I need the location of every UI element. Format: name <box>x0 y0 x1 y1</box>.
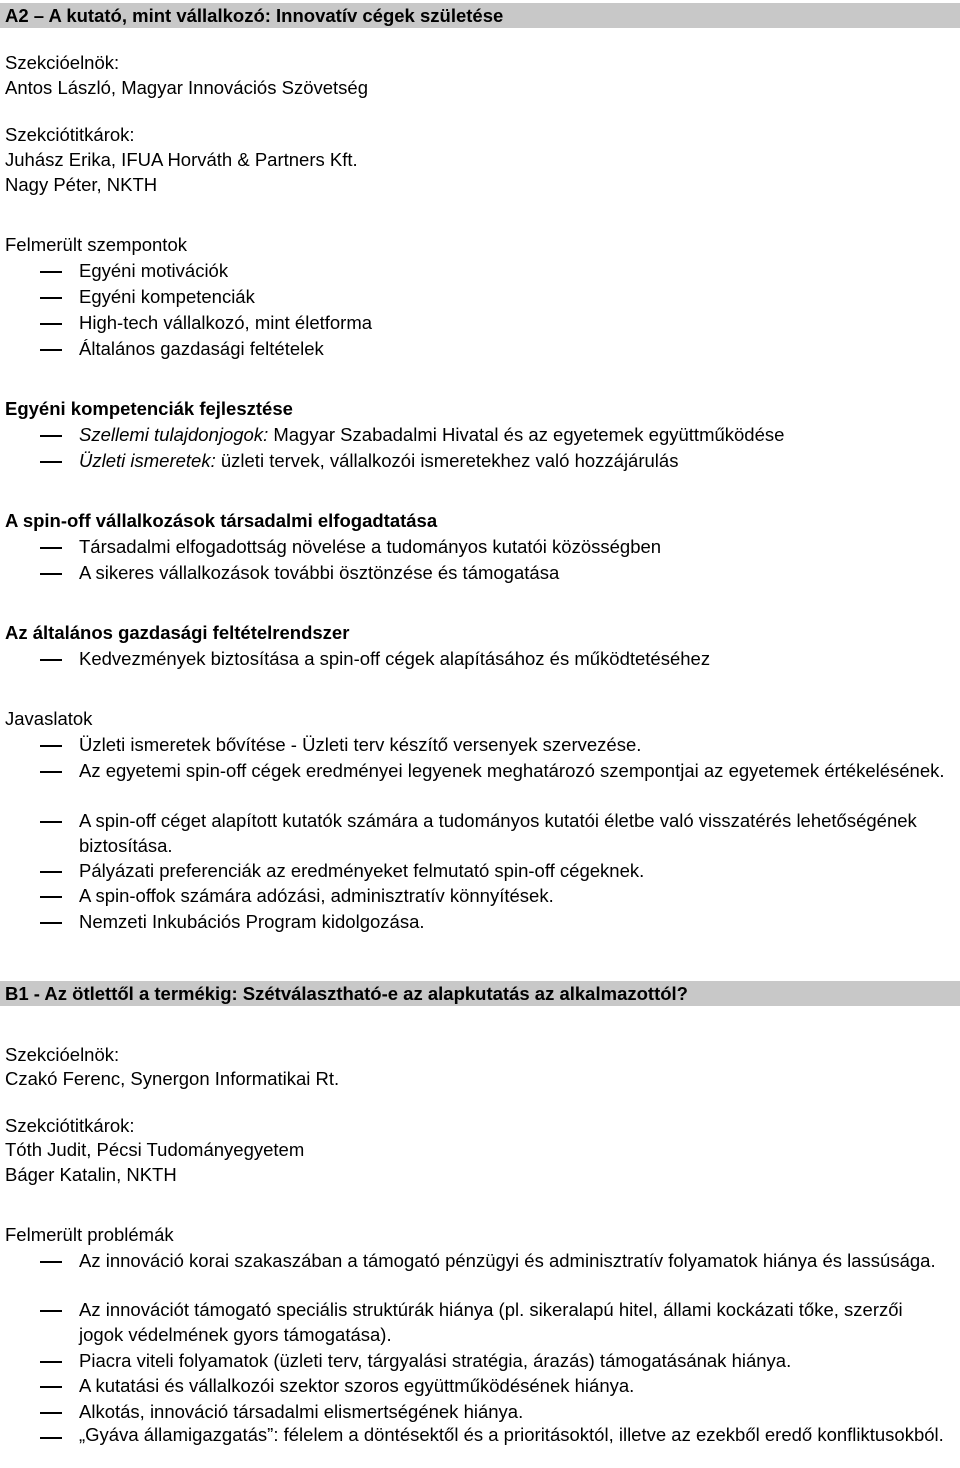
list-item-text: A spin-off céget alapított kutatók számára a tudományos kutatói életbe való visszatérés lehetőségének biztosítása. <box>79 810 917 856</box>
dash-bullet <box>40 922 62 924</box>
list-item-text: „Gyáva államigazgatás”: félelem a döntésektől és a prioritásoktól, illetve az ezekből eredő konfliktusokból. <box>79 1424 944 1445</box>
list-item-text: A sikeres vállalkozások további ösztönzése és támogatása <box>79 562 560 583</box>
list-item-text: High-tech vállalkozó, mint életforma <box>79 312 373 333</box>
dash-bullet <box>40 1386 62 1388</box>
list-item-text: Alkotás, innováció társadalmi elismertségének hiánya. <box>79 1401 524 1422</box>
secretary-name: Juhász Erika, IFUA Horváth & Partners Kft. <box>5 149 358 170</box>
list-item-text: Az innovációt támogató speciális struktúrák hiánya (pl. sikeralapú hitel, állami kockázati tőke, szerzői jogok védelmének gyors támogatása). <box>79 1299 903 1345</box>
list-item-text: Az innováció korai szakaszában a támogató pénzügyi és adminisztratív folyamatok hiánya és lassúsága. <box>79 1250 936 1271</box>
list-item-text: Általános gazdasági feltételek <box>79 338 324 359</box>
list-item-text <box>79 422 949 447</box>
dash-bullet <box>40 659 62 661</box>
chair-name: Antos László, Magyar Innovációs Szövetség <box>5 77 368 98</box>
item-rest: üzleti tervek, vállalkozói ismeretekhez való hozzájárulás <box>215 450 679 471</box>
dash-bullet <box>40 271 62 273</box>
list-item-text: Egyéni kompetenciák <box>79 286 255 307</box>
dash-bullet <box>40 547 62 549</box>
secretaries-label: Szekciótitkárok: <box>5 1115 135 1136</box>
dash-bullet <box>40 349 62 351</box>
dash-bullet <box>40 1361 62 1363</box>
dash-bullet <box>40 573 62 575</box>
list-item-text: Nemzeti Inkubációs Program kidolgozása. <box>79 911 425 932</box>
item-lead: Szellemi tulajdonjogok: <box>79 424 269 445</box>
dash-bullet <box>40 1412 62 1414</box>
econ-heading: Az általános gazdasági feltételrendszer <box>5 622 350 643</box>
dash-bullet <box>40 297 62 299</box>
secretary-name: Tóth Judit, Pécsi Tudományegyetem <box>5 1139 305 1160</box>
list-item-text: Az egyetemi spin-off cégek eredményei legyenek meghatározó szempontjai az egyetemek értékelésének. <box>79 760 945 781</box>
section-title-b1: B1 - Az ötlettől a termékig: Szétválasztható-e az alapkutatás az alkalmazottól? <box>0 981 960 1006</box>
list-item-text: Egyéni motivációk <box>79 260 229 281</box>
list-item-text: Társadalmi elfogadottság növelése a tudományos kutatói közösségben <box>79 536 662 557</box>
problems-heading: Felmerült problémák <box>5 1224 174 1245</box>
item-rest: Magyar Szabadalmi Hivatal és az egyetemek együttműködése <box>268 424 785 445</box>
comp-heading: Egyéni kompetenciák fejlesztése <box>5 398 293 419</box>
dash-bullet <box>40 435 62 437</box>
chair-label: Szekcióelnök: <box>5 52 120 73</box>
dash-bullet <box>40 821 62 823</box>
aspects-heading: Felmerült szempontok <box>5 234 187 255</box>
list-item-text: A spin-offok számára adózási, adminisztratív könnyítések. <box>79 885 554 906</box>
list-item-text: Kedvezmények biztosítása a spin-off cégek alapításához és működtetéséhez <box>79 648 711 669</box>
spinoff-heading: A spin-off vállalkozások társadalmi elfogadtatása <box>5 510 438 531</box>
dash-bullet <box>40 1437 62 1439</box>
list-item-text: A kutatási és vállalkozói szektor szoros együttműködésének hiánya. <box>79 1375 635 1396</box>
dash-bullet <box>40 1261 62 1263</box>
section-title-a2: A2 – A kutató, mint vállalkozó: Innovatív cégek születése <box>0 3 960 28</box>
dash-bullet <box>40 1310 62 1312</box>
dash-bullet <box>40 771 62 773</box>
list-item-text <box>79 448 949 473</box>
list-item-text: Piacra viteli folyamatok (üzleti terv, tárgyalási stratégia, árazás) támogatásának hiánya. <box>79 1350 792 1371</box>
chair-name: Czakó Ferenc, Synergon Informatikai Rt. <box>5 1068 340 1089</box>
dash-bullet <box>40 461 62 463</box>
chair-label: Szekcióelnök: <box>5 1044 120 1065</box>
secretary-name: Nagy Péter, NKTH <box>5 174 158 195</box>
dash-bullet <box>40 323 62 325</box>
item-lead: Üzleti ismeretek: <box>79 450 216 471</box>
secretary-name: Báger Katalin, NKTH <box>5 1164 177 1185</box>
proposals-heading: Javaslatok <box>5 708 93 729</box>
secretaries-label: Szekciótitkárok: <box>5 124 135 145</box>
list-item-text: Pályázati preferenciák az eredményeket felmutató spin-off cégeknek. <box>79 860 645 881</box>
dash-bullet <box>40 871 62 873</box>
dash-bullet <box>40 896 62 898</box>
list-item-text: Üzleti ismeretek bővítése - Üzleti terv készítő versenyek szervezése. <box>79 734 642 755</box>
dash-bullet <box>40 745 62 747</box>
